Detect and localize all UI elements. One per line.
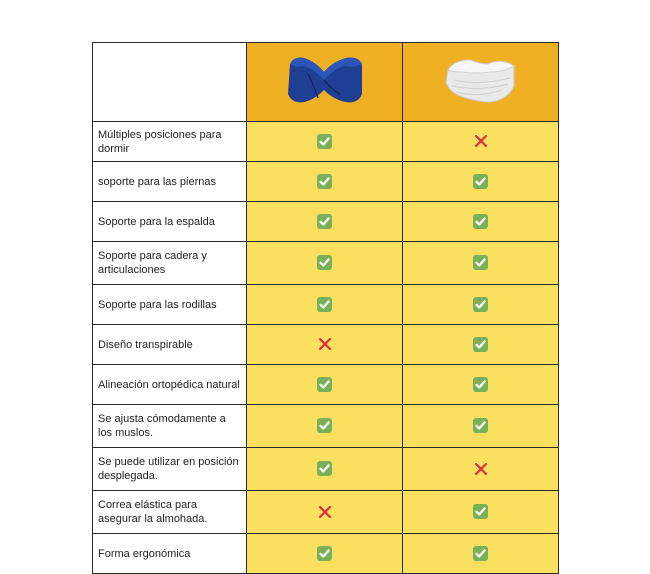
feature-label: Soporte para cadera y articulaciones: [93, 242, 247, 285]
product-a-cell: [247, 534, 403, 574]
check-icon: [473, 377, 488, 392]
product-b-cell: [403, 122, 559, 162]
product-a-cell: [247, 365, 403, 405]
comparison-table: [92, 42, 559, 574]
check-icon: [317, 214, 332, 229]
check-icon: [317, 546, 332, 561]
table-row: [93, 365, 559, 405]
cross-icon: [473, 133, 489, 149]
check-icon: [317, 134, 332, 149]
table-row: [93, 122, 559, 162]
table-row: [93, 491, 559, 534]
product-b-header: [403, 43, 559, 122]
feature-label: Diseño transpirable: [93, 325, 247, 365]
product-b-cell: [403, 365, 559, 405]
check-icon: [317, 377, 332, 392]
check-icon: [473, 255, 488, 270]
product-b-cell: [403, 285, 559, 325]
table-row: [93, 448, 559, 491]
header-row: [93, 43, 559, 122]
feature-label: Múltiples posiciones para dormir: [93, 122, 247, 162]
feature-label: Soporte para las rodillas: [93, 285, 247, 325]
table-row: [93, 325, 559, 365]
product-b-cell: [403, 534, 559, 574]
product-a-cell: [247, 405, 403, 448]
product-a-cell: [247, 162, 403, 202]
feature-label: soporte para las piernas: [93, 162, 247, 202]
check-icon: [317, 418, 332, 433]
product-b-cell: [403, 242, 559, 285]
check-icon: [317, 174, 332, 189]
product-b-cell: [403, 325, 559, 365]
table-row: [93, 534, 559, 574]
check-icon: [317, 255, 332, 270]
product-a-cell: [247, 285, 403, 325]
feature-label: Forma ergonómica: [93, 534, 247, 574]
feature-label: Soporte para la espalda: [93, 202, 247, 242]
check-icon: [473, 174, 488, 189]
table-row: [93, 202, 559, 242]
product-a-cell: [247, 122, 403, 162]
product-a-cell: [247, 448, 403, 491]
feature-label: Se ajusta cómodamente a los muslos.: [93, 405, 247, 448]
table-row: [93, 242, 559, 285]
product-b-cell: [403, 162, 559, 202]
product-b-cell: [403, 202, 559, 242]
feature-label: Alineación ortopédica natural: [93, 365, 247, 405]
header-blank-cell: [93, 43, 247, 122]
check-icon: [473, 214, 488, 229]
feature-label: Se puede utilizar en posición desplegada.: [93, 448, 247, 491]
product-b-cell: [403, 491, 559, 534]
cross-icon: [473, 461, 489, 477]
table-row: [93, 285, 559, 325]
check-icon: [473, 297, 488, 312]
product-a-cell: [247, 202, 403, 242]
check-icon: [473, 418, 488, 433]
product-b-cell: [403, 405, 559, 448]
check-icon: [317, 461, 332, 476]
check-icon: [473, 504, 488, 519]
check-icon: [317, 297, 332, 312]
table-row: [93, 405, 559, 448]
table-row: [93, 162, 559, 202]
cross-icon: [317, 336, 333, 352]
check-icon: [473, 337, 488, 352]
blue-foam-knee-pillow-icon: [284, 50, 366, 110]
white-mesh-knee-pillow-icon: [440, 50, 522, 110]
feature-label: Correa elástica para asegurar la almohada.: [93, 491, 247, 534]
product-a-cell: [247, 325, 403, 365]
product-a-cell: [247, 491, 403, 534]
product-a-cell: [247, 242, 403, 285]
cross-icon: [317, 504, 333, 520]
product-a-header: [247, 43, 403, 122]
check-icon: [473, 546, 488, 561]
product-b-cell: [403, 448, 559, 491]
